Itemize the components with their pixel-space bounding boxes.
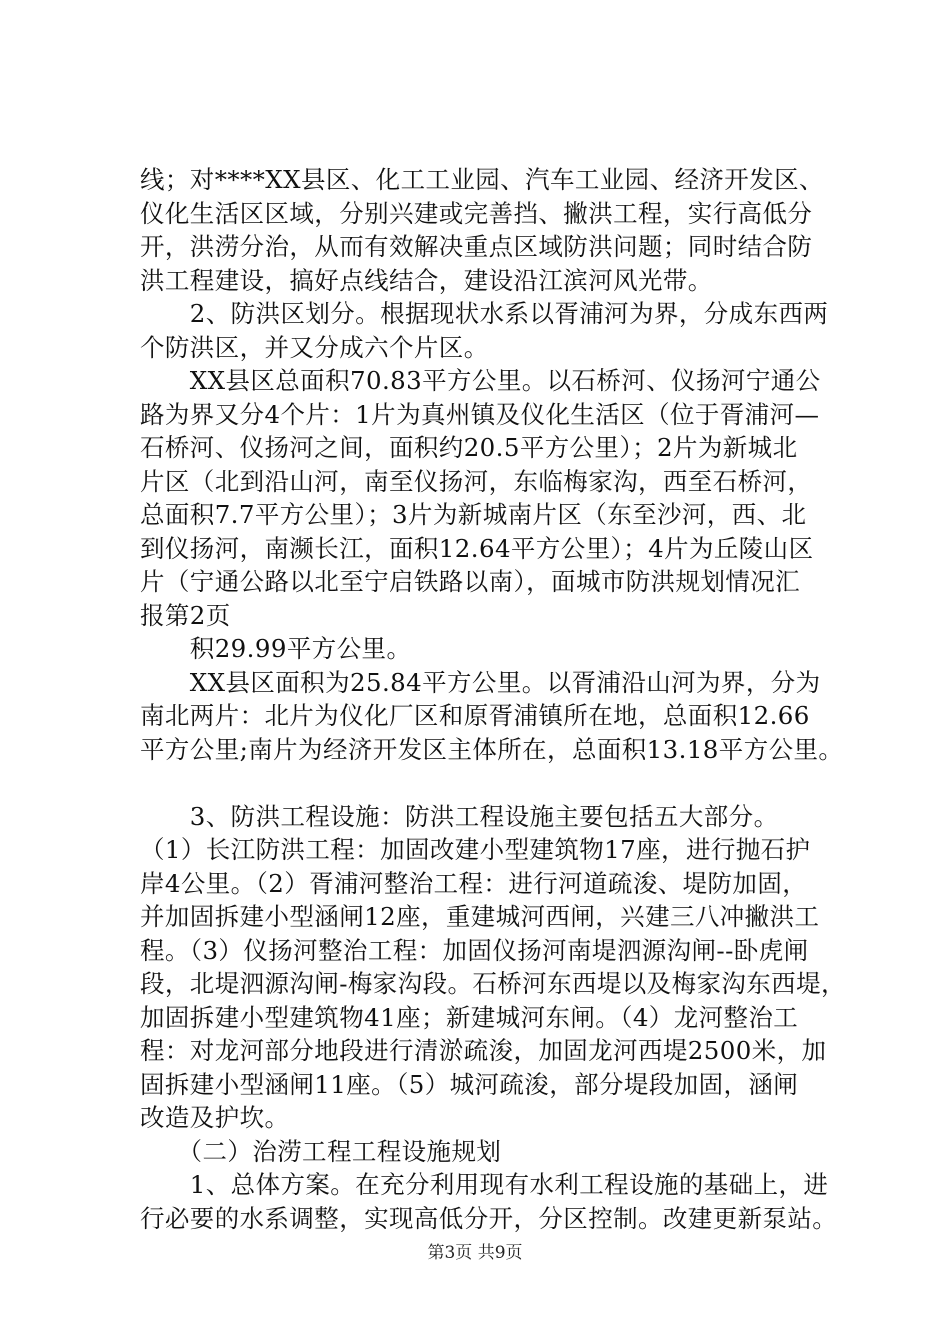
text-line: 并加固拆建小型涵闸12座，重建城河西闸，兴建三八冲撇洪工 bbox=[140, 902, 820, 931]
paragraph-county-area bbox=[140, 364, 860, 632]
text-line: 3、防洪工程设施：防洪工程设施主要包括五大部分。 bbox=[140, 801, 779, 831]
text-line: （1）长江防洪工程：加固改建小型建筑物17座，进行抛石护 bbox=[140, 835, 811, 864]
paragraph-xupu-area bbox=[140, 666, 860, 767]
text-line: 程：对龙河部分地段进行清淤疏浚，加固龙河西堤2500米，加 bbox=[140, 1036, 827, 1065]
text-line: 片区（北到沿山河，南至仪扬河，东临梅家沟，西至石桥河， bbox=[140, 466, 813, 496]
paragraph-flood-zones bbox=[140, 297, 860, 364]
text-line: 总面积7.7平方公里）；3片为新城南片区（东至沙河，西、北 bbox=[140, 500, 807, 529]
text-line: 开，洪涝分治，从而有效解决重点区域防洪问题；同时结合防 bbox=[140, 232, 813, 261]
section-heading-drainage bbox=[140, 1135, 860, 1169]
text-line: 片（宁通公路以北至宁启铁路以南），面城市防洪规划情况汇 bbox=[140, 567, 801, 596]
paragraph-area-continued bbox=[140, 632, 860, 666]
text-line: 段，北堤泗源沟闸-梅家沟段。石桥河东西堤以及梅家沟东西堤， bbox=[140, 969, 846, 998]
body-text bbox=[140, 163, 860, 1235]
text-line: 1、总体方案。在充分利用现有水利工程设施的基础上，进 bbox=[140, 1170, 829, 1199]
text-line: 路为界又分4个片：1片为真州镇及仪化生活区（位于胥浦河— bbox=[140, 399, 820, 429]
text-line: 加固拆建小型建筑物41座；新建城河东闸。（4）龙河整治工 bbox=[140, 1002, 799, 1032]
text-line: 改造及护坎。 bbox=[140, 1103, 290, 1132]
section-heading: （二）治涝工程工程设施规划 bbox=[140, 1136, 502, 1166]
text-line: 石桥河、仪扬河之间，面积约20.5平方公里）；2片为新城北 bbox=[140, 433, 798, 462]
paragraph-spacer bbox=[140, 766, 860, 800]
paragraph-flood-measures bbox=[140, 163, 860, 297]
text-line: 岸4公里。（2）胥浦河整治工程：进行河道疏浚、堤防加固， bbox=[140, 868, 808, 898]
text-line: 报第2页 bbox=[140, 600, 231, 630]
text-line: 积29.99平方公里。 bbox=[140, 634, 412, 663]
paragraph-flood-facilities bbox=[140, 800, 860, 1135]
text-line: 程。（3）仪扬河整治工程：加固仪扬河南堤泗源沟闸--卧虎闸 bbox=[140, 935, 809, 965]
text-line: 洪工程建设，搞好点线结合，建设沿江滨河风光带。 bbox=[140, 265, 713, 295]
text-line: XX县区总面积70.83平方公里。以石桥河、仪扬河宁通公 bbox=[140, 366, 821, 395]
text-line: 固拆建小型涵闸11座。（5）城河疏浚，部分堤段加固，涵闸 bbox=[140, 1069, 799, 1099]
text-line: 2、防洪区划分。根据现状水系以胥浦河为界，分成东西两 bbox=[140, 299, 829, 328]
paragraph-overall-plan bbox=[140, 1168, 860, 1235]
text-line: 到仪扬河，南濒长江，面积12.64平方公里）；4片为丘陵山区 bbox=[140, 533, 814, 563]
text-line: 平方公里;南片为经济开发区主体所在，总面积13.18平方公里。 bbox=[140, 734, 844, 764]
text-line: 南北两片：北片为仪化厂区和原胥浦镇所在地，总面积12.66 bbox=[140, 701, 810, 730]
text-line: 线；对****XX县区、化工工业园、汽车工业园、经济开发区、 bbox=[140, 165, 824, 194]
page-number-footer: 第3页 共9页 bbox=[427, 1243, 523, 1263]
text-line: 行必要的水系调整，实现高低分开，分区控制。改建更新泵站。 bbox=[140, 1203, 838, 1233]
text-line: XX县区面积为25.84平方公里。以胥浦沿山河为界，分为 bbox=[140, 667, 821, 697]
text-line: 个防洪区，并又分成六个片区。 bbox=[140, 332, 489, 362]
text-line: 仪化生活区区域，分别兴建或完善挡、撇洪工程，实行高低分 bbox=[140, 198, 813, 228]
